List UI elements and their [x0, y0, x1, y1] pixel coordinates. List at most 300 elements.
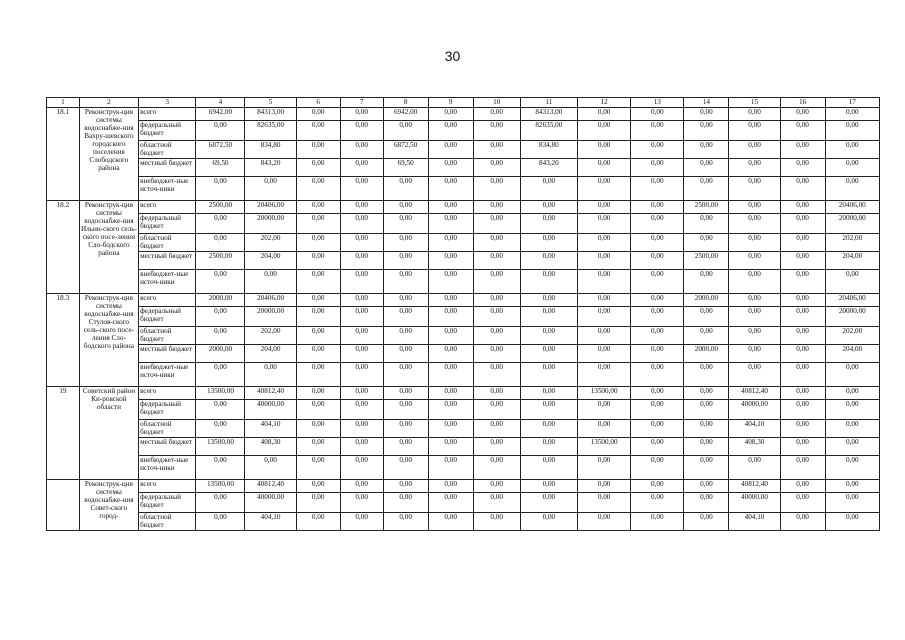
funding-source: областной бюджет: [139, 141, 196, 159]
value-cell: 0,00: [340, 141, 383, 159]
value-cell: 0,00: [383, 214, 428, 234]
header-cell: 10: [473, 98, 520, 108]
value-cell: 6942,00: [383, 108, 428, 121]
value-cell: 843,20: [520, 159, 577, 177]
value-cell: 0,00: [780, 307, 825, 327]
funding-source: внебюджет-ные источ-ники: [139, 270, 196, 294]
funding-source: федеральный бюджет: [139, 400, 196, 420]
value-cell: 0,00: [520, 252, 577, 270]
value-cell: 0,00: [631, 108, 684, 121]
value-cell: 0,00: [196, 363, 245, 387]
value-cell: 0,00: [296, 420, 340, 438]
value-cell: 40000,00: [729, 493, 780, 513]
value-cell: 0,00: [684, 159, 729, 177]
value-cell: 0,00: [631, 270, 684, 294]
value-cell: 0,00: [296, 307, 340, 327]
value-cell: 0,00: [825, 177, 879, 201]
value-cell: 0,00: [428, 141, 473, 159]
header-cell: 5: [245, 98, 296, 108]
value-cell: 843,20: [245, 159, 296, 177]
value-cell: 202,00: [825, 234, 879, 252]
funding-source: областной бюджет: [139, 420, 196, 438]
funding-source: федеральный бюджет: [139, 121, 196, 141]
value-cell: 40000,00: [245, 400, 296, 420]
value-cell: 0,00: [780, 400, 825, 420]
value-cell: 0,00: [825, 363, 879, 387]
value-cell: 0,00: [631, 363, 684, 387]
header-cell: 8: [383, 98, 428, 108]
value-cell: 13500,00: [578, 387, 631, 400]
value-cell: 0,00: [340, 201, 383, 214]
value-cell: 0,00: [428, 177, 473, 201]
value-cell: 0,00: [428, 493, 473, 513]
value-cell: 0,00: [631, 294, 684, 307]
item-name: Советский район Ки-ровской области: [79, 387, 138, 480]
header-cell: 11: [520, 98, 577, 108]
value-cell: 82635,00: [245, 121, 296, 141]
value-cell: 0,00: [383, 327, 428, 345]
value-cell: 0,00: [296, 141, 340, 159]
value-cell: 204,00: [245, 345, 296, 363]
value-cell: 0,00: [578, 141, 631, 159]
value-cell: 0,00: [780, 214, 825, 234]
value-cell: 0,00: [340, 400, 383, 420]
value-cell: 0,00: [520, 201, 577, 214]
table-row: [47, 420, 880, 438]
value-cell: 0,00: [428, 159, 473, 177]
value-cell: 0,00: [631, 387, 684, 400]
value-cell: 202,00: [245, 327, 296, 345]
value-cell: 0,00: [428, 480, 473, 493]
value-cell: 2000,00: [196, 294, 245, 307]
value-cell: 0,00: [825, 438, 879, 456]
funding-source: местный бюджет: [139, 159, 196, 177]
table-row: [47, 438, 880, 456]
value-cell: 0,00: [296, 201, 340, 214]
value-cell: 0,00: [245, 270, 296, 294]
value-cell: 0,00: [780, 327, 825, 345]
value-cell: 2000,00: [684, 345, 729, 363]
value-cell: 0,00: [428, 108, 473, 121]
header-cell: 6: [296, 98, 340, 108]
value-cell: 0,00: [428, 201, 473, 214]
value-cell: 0,00: [520, 456, 577, 480]
value-cell: 0,00: [631, 201, 684, 214]
value-cell: 0,00: [196, 177, 245, 201]
value-cell: 0,00: [340, 345, 383, 363]
value-cell: 0,00: [578, 108, 631, 121]
value-cell: 404,10: [729, 420, 780, 438]
value-cell: 0,00: [578, 420, 631, 438]
value-cell: 0,00: [825, 121, 879, 141]
value-cell: 0,00: [729, 214, 780, 234]
value-cell: 40812,40: [245, 480, 296, 493]
value-cell: 2500,00: [684, 201, 729, 214]
value-cell: 0,00: [825, 400, 879, 420]
value-cell: 0,00: [383, 438, 428, 456]
table-row: [47, 400, 880, 420]
value-cell: 0,00: [473, 345, 520, 363]
value-cell: 0,00: [578, 270, 631, 294]
value-cell: 6872,50: [383, 141, 428, 159]
value-cell: 0,00: [520, 270, 577, 294]
value-cell: 0,00: [780, 270, 825, 294]
table-row: [47, 307, 880, 327]
value-cell: 202,00: [245, 234, 296, 252]
value-cell: 2500,00: [196, 201, 245, 214]
value-cell: 0,00: [340, 108, 383, 121]
value-cell: 0,00: [578, 252, 631, 270]
value-cell: 0,00: [578, 294, 631, 307]
item-name: Реконструк-ция системы водоснабже-ния Стулов-ского сель-ского посе-ления Сло-бодского района: [79, 294, 138, 387]
value-cell: 0,00: [631, 513, 684, 531]
value-cell: 0,00: [296, 159, 340, 177]
value-cell: 40000,00: [245, 493, 296, 513]
value-cell: 0,00: [383, 345, 428, 363]
value-cell: 834,80: [245, 141, 296, 159]
item-index: 19: [47, 387, 80, 480]
value-cell: 0,00: [780, 234, 825, 252]
value-cell: 84313,00: [520, 108, 577, 121]
value-cell: 0,00: [340, 234, 383, 252]
value-cell: 0,00: [196, 270, 245, 294]
value-cell: 0,00: [296, 121, 340, 141]
funding-source: местный бюджет: [139, 345, 196, 363]
value-cell: 6942,00: [196, 108, 245, 121]
value-cell: 0,00: [631, 493, 684, 513]
value-cell: 0,00: [631, 438, 684, 456]
funding-source: внебюджет-ные источ-ники: [139, 177, 196, 201]
budget-table: [46, 97, 880, 531]
value-cell: 0,00: [383, 493, 428, 513]
value-cell: 0,00: [684, 456, 729, 480]
item-index: 18.3: [47, 294, 80, 387]
header-cell: 1: [47, 98, 80, 108]
value-cell: 0,00: [578, 480, 631, 493]
value-cell: 0,00: [473, 121, 520, 141]
value-cell: 0,00: [684, 108, 729, 121]
value-cell: 0,00: [631, 234, 684, 252]
funding-source: федеральный бюджет: [139, 493, 196, 513]
value-cell: 0,00: [383, 420, 428, 438]
funding-source: всего: [139, 108, 196, 121]
funding-source: федеральный бюджет: [139, 307, 196, 327]
value-cell: 0,00: [578, 177, 631, 201]
value-cell: 0,00: [825, 493, 879, 513]
table-row: [47, 108, 880, 121]
value-cell: 0,00: [428, 270, 473, 294]
value-cell: 0,00: [383, 513, 428, 531]
value-cell: 0,00: [729, 345, 780, 363]
funding-source: федеральный бюджет: [139, 214, 196, 234]
value-cell: 0,00: [473, 456, 520, 480]
value-cell: 0,00: [631, 159, 684, 177]
value-cell: 0,00: [296, 400, 340, 420]
value-cell: 0,00: [473, 327, 520, 345]
value-cell: 0,00: [383, 400, 428, 420]
value-cell: 0,00: [684, 307, 729, 327]
table-row: [47, 294, 880, 307]
value-cell: 0,00: [729, 121, 780, 141]
table-row: [47, 493, 880, 513]
funding-source: всего: [139, 387, 196, 400]
value-cell: 0,00: [520, 177, 577, 201]
value-cell: 0,00: [473, 493, 520, 513]
value-cell: 0,00: [631, 327, 684, 345]
value-cell: 20000,00: [825, 214, 879, 234]
table-row: [47, 345, 880, 363]
header-cell: 4: [196, 98, 245, 108]
value-cell: 0,00: [296, 294, 340, 307]
value-cell: 0,00: [340, 214, 383, 234]
table-row: [47, 234, 880, 252]
value-cell: 0,00: [383, 121, 428, 141]
value-cell: 0,00: [296, 493, 340, 513]
value-cell: 0,00: [520, 438, 577, 456]
value-cell: 0,00: [520, 307, 577, 327]
table-row: [47, 214, 880, 234]
value-cell: 0,00: [631, 121, 684, 141]
value-cell: 0,00: [825, 513, 879, 531]
value-cell: 0,00: [473, 234, 520, 252]
table-row: [47, 513, 880, 531]
value-cell: 0,00: [520, 345, 577, 363]
value-cell: 0,00: [631, 480, 684, 493]
value-cell: 0,00: [428, 456, 473, 480]
funding-source: местный бюджет: [139, 252, 196, 270]
value-cell: 0,00: [631, 214, 684, 234]
value-cell: 0,00: [383, 234, 428, 252]
value-cell: 0,00: [428, 387, 473, 400]
value-cell: 69,50: [383, 159, 428, 177]
value-cell: 0,00: [578, 513, 631, 531]
value-cell: 0,00: [340, 159, 383, 177]
table-body: [47, 108, 880, 531]
value-cell: 404,10: [245, 420, 296, 438]
value-cell: 0,00: [684, 234, 729, 252]
value-cell: 0,00: [780, 456, 825, 480]
value-cell: 0,00: [631, 456, 684, 480]
value-cell: 0,00: [340, 420, 383, 438]
value-cell: 40812,40: [245, 387, 296, 400]
funding-source: всего: [139, 201, 196, 214]
funding-source: областной бюджет: [139, 234, 196, 252]
value-cell: 0,00: [780, 108, 825, 121]
value-cell: 0,00: [520, 493, 577, 513]
value-cell: 0,00: [296, 214, 340, 234]
value-cell: 0,00: [684, 513, 729, 531]
value-cell: 0,00: [340, 294, 383, 307]
value-cell: 0,00: [196, 327, 245, 345]
funding-source: внебюджет-ные источ-ники: [139, 363, 196, 387]
value-cell: 0,00: [578, 159, 631, 177]
value-cell: 0,00: [520, 294, 577, 307]
value-cell: 0,00: [296, 363, 340, 387]
value-cell: 0,00: [383, 387, 428, 400]
value-cell: 20406,00: [245, 201, 296, 214]
value-cell: 0,00: [296, 234, 340, 252]
value-cell: 0,00: [631, 307, 684, 327]
value-cell: 0,00: [428, 400, 473, 420]
funding-source: всего: [139, 294, 196, 307]
value-cell: 0,00: [473, 270, 520, 294]
value-cell: 0,00: [473, 438, 520, 456]
value-cell: 0,00: [428, 234, 473, 252]
value-cell: 0,00: [196, 456, 245, 480]
value-cell: 0,00: [196, 493, 245, 513]
value-cell: 0,00: [780, 201, 825, 214]
value-cell: 0,00: [684, 177, 729, 201]
table-row: [47, 159, 880, 177]
value-cell: 404,10: [245, 513, 296, 531]
table-row: [47, 327, 880, 345]
item-name: Реконструк-ция системы водоснабже-ния Совет-ского город-: [79, 480, 138, 531]
value-cell: 0,00: [684, 214, 729, 234]
value-cell: 0,00: [473, 141, 520, 159]
value-cell: 2000,00: [196, 345, 245, 363]
header-row: [47, 98, 880, 108]
value-cell: 0,00: [340, 363, 383, 387]
value-cell: 0,00: [684, 121, 729, 141]
value-cell: 0,00: [340, 480, 383, 493]
value-cell: 0,00: [825, 108, 879, 121]
header-cell: 9: [428, 98, 473, 108]
value-cell: 20000,00: [825, 307, 879, 327]
header-cell: 17: [825, 98, 879, 108]
value-cell: 0,00: [780, 345, 825, 363]
value-cell: 84313,00: [245, 108, 296, 121]
value-cell: 0,00: [296, 177, 340, 201]
value-cell: 40812,40: [729, 387, 780, 400]
value-cell: 82635,00: [520, 121, 577, 141]
value-cell: 0,00: [196, 214, 245, 234]
value-cell: 40812,40: [729, 480, 780, 493]
value-cell: 0,00: [684, 400, 729, 420]
value-cell: 0,00: [520, 327, 577, 345]
value-cell: 0,00: [684, 141, 729, 159]
funding-source: внебюджет-ные источ-ники: [139, 456, 196, 480]
item-name: Реконструк-ция системы водоснабже-ния Ильин-ского сель-ского посе-ления Сло-бодского района: [79, 201, 138, 294]
value-cell: 0,00: [684, 480, 729, 493]
value-cell: 40000,00: [729, 400, 780, 420]
value-cell: 0,00: [684, 493, 729, 513]
value-cell: 2500,00: [684, 252, 729, 270]
value-cell: 0,00: [473, 513, 520, 531]
value-cell: 0,00: [428, 121, 473, 141]
value-cell: 0,00: [428, 438, 473, 456]
value-cell: 0,00: [578, 400, 631, 420]
value-cell: 0,00: [825, 420, 879, 438]
value-cell: 0,00: [473, 480, 520, 493]
header-cell: 16: [780, 98, 825, 108]
value-cell: 0,00: [780, 387, 825, 400]
value-cell: 6872,50: [196, 141, 245, 159]
header-cell: 12: [578, 98, 631, 108]
value-cell: 0,00: [428, 327, 473, 345]
value-cell: 0,00: [520, 214, 577, 234]
table-row: [47, 201, 880, 214]
value-cell: 0,00: [729, 363, 780, 387]
header-cell: 3: [139, 98, 196, 108]
value-cell: 0,00: [428, 294, 473, 307]
value-cell: 0,00: [631, 345, 684, 363]
value-cell: 204,00: [825, 345, 879, 363]
value-cell: 0,00: [296, 387, 340, 400]
value-cell: 0,00: [729, 270, 780, 294]
value-cell: 0,00: [578, 307, 631, 327]
value-cell: 0,00: [340, 493, 383, 513]
value-cell: 0,00: [296, 438, 340, 456]
value-cell: 20000,00: [245, 307, 296, 327]
value-cell: 0,00: [684, 438, 729, 456]
value-cell: 0,00: [780, 420, 825, 438]
value-cell: 0,00: [296, 327, 340, 345]
value-cell: 404,10: [729, 513, 780, 531]
header-cell: 15: [729, 98, 780, 108]
value-cell: 0,00: [729, 159, 780, 177]
value-cell: 0,00: [383, 252, 428, 270]
value-cell: 0,00: [825, 141, 879, 159]
value-cell: 0,00: [196, 307, 245, 327]
funding-source: местный бюджет: [139, 438, 196, 456]
table-row: [47, 387, 880, 400]
value-cell: 0,00: [473, 387, 520, 400]
value-cell: 0,00: [684, 387, 729, 400]
value-cell: 0,00: [340, 121, 383, 141]
value-cell: 0,00: [729, 294, 780, 307]
value-cell: 69,50: [196, 159, 245, 177]
value-cell: 0,00: [578, 456, 631, 480]
header-cell: 14: [684, 98, 729, 108]
value-cell: 0,00: [296, 480, 340, 493]
value-cell: 0,00: [473, 159, 520, 177]
value-cell: 0,00: [383, 201, 428, 214]
value-cell: 0,00: [729, 141, 780, 159]
value-cell: 0,00: [684, 363, 729, 387]
value-cell: 0,00: [578, 214, 631, 234]
value-cell: 0,00: [520, 234, 577, 252]
item-index: 18.1: [47, 108, 80, 201]
value-cell: 0,00: [729, 177, 780, 201]
value-cell: 0,00: [340, 456, 383, 480]
value-cell: 0,00: [473, 201, 520, 214]
value-cell: 0,00: [825, 387, 879, 400]
value-cell: 0,00: [296, 252, 340, 270]
value-cell: 0,00: [729, 327, 780, 345]
value-cell: 0,00: [473, 420, 520, 438]
value-cell: 0,00: [428, 345, 473, 363]
value-cell: 408,30: [245, 438, 296, 456]
value-cell: 0,00: [340, 327, 383, 345]
value-cell: 0,00: [428, 214, 473, 234]
value-cell: 0,00: [578, 121, 631, 141]
value-cell: 0,00: [825, 456, 879, 480]
value-cell: 0,00: [196, 420, 245, 438]
value-cell: 0,00: [684, 270, 729, 294]
value-cell: 0,00: [196, 400, 245, 420]
value-cell: 0,00: [578, 493, 631, 513]
value-cell: 0,00: [780, 252, 825, 270]
value-cell: 0,00: [684, 327, 729, 345]
table-row: [47, 480, 880, 493]
value-cell: 0,00: [428, 307, 473, 327]
value-cell: 0,00: [428, 363, 473, 387]
value-cell: 0,00: [296, 270, 340, 294]
value-cell: 0,00: [520, 400, 577, 420]
value-cell: 0,00: [473, 400, 520, 420]
value-cell: 0,00: [578, 327, 631, 345]
value-cell: 0,00: [196, 121, 245, 141]
